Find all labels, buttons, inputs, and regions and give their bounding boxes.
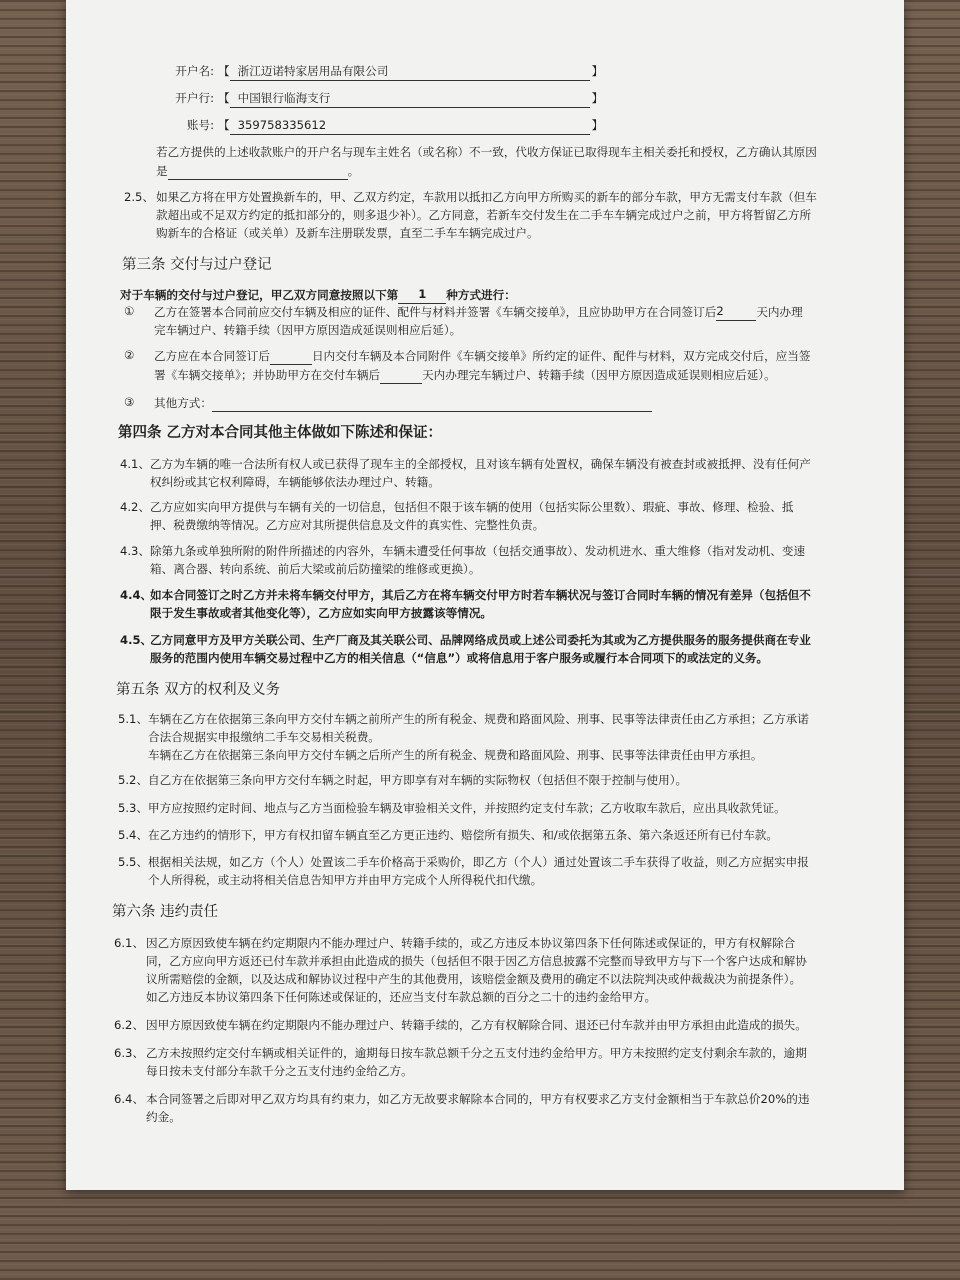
section-3-intro: 对于车辆的交付与过户登记，甲乙双方同意按照以下第 1 种方式进行： [120, 287, 516, 302]
section-3-item-3: ③ 其他方式： [124, 393, 904, 412]
item-number: ③ [124, 395, 135, 409]
account-name-label: 开户名: [175, 64, 214, 78]
account-bank-row [154, 89, 603, 107]
clause-line: 购新车的合格证（或关单）及新车注册联发票，直至二手车车辆完成过户。 [156, 226, 539, 240]
reason-blank [168, 161, 348, 180]
clause-2-5 [124, 188, 904, 242]
account-number-label: 账号: [186, 118, 214, 132]
account-name-row [154, 62, 603, 80]
section-5-item-5: 5.5、 根据相关法规，如乙方（个人）处置该二手车价格高于采购价，即乙方（个人）通过处置该二手车获得了收益，则乙方应据实申报 个人所得税，或主动将相关信息告知甲方并由甲方完成个人所得税代扣代缴。 [118, 855, 809, 887]
section-4-item-5: 4.5、 乙方同意甲方及甲方关联公司、生产厂商及其关联公司、品牌网络成员或上述公司委托为其或为乙方提供服务的服务提供商在专业 服务的范围内使用车辆交易过程中乙方的相关信息（“信息”）或将信息用于客户服务或履行本合同项下的或法定的义务。 [120, 633, 811, 665]
bracket-close: 】 [591, 64, 604, 78]
section-6-title: 第六条 违约责任 [112, 904, 219, 920]
bracket-close: 】 [591, 91, 604, 105]
section-4-title: 第四条 乙方对本合同其他主体做如下陈述和保证： [118, 425, 443, 441]
section-4-item-3: 4.3、 除第九条或单独所附的附件所描述的内容外，车辆未遭受任何事故（包括交通事故）、发动机进水、重大维修（指对发动机、变速 箱、离合器、转向系统、前后大梁或前后防撞梁的维修或更换）。 [120, 544, 806, 576]
transfer-days-blank [380, 365, 422, 384]
section-6-item-3: 6.3、 乙方未按照约定交付车辆或相关证件的，逾期每日按车款总额千分之五支付违约金给甲方。甲方未按照约定支付剩余车款的，逾期 每日按未支付部分车款千分之五支付违约金给乙方。 [114, 1046, 807, 1078]
clause-number: 2.5、 [124, 190, 155, 204]
delivery-days-blank [270, 346, 312, 365]
other-method-blank [212, 393, 652, 412]
section-5-title: 第五条 双方的权利及义务 [116, 682, 281, 698]
bracket-close: 】 [591, 118, 604, 132]
section-6-item-4: 6.4、 本合同签署之后即对甲乙双方均具有约束力，如乙方无故要求解除本合同的，甲方有权要求乙方支付金额相当于车款总价20%的违 约金。 [114, 1092, 810, 1124]
section-5-item-2: 5.2、 自乙方在依据第三条向甲方交付车辆之时起，甲方即享有对车辆的实际物权（包括但不限于控制与使用）。 [118, 773, 688, 787]
item-number: ② [124, 348, 135, 362]
section-5-item-1: 5.1、 车辆在乙方在依据第三条向甲方交付车辆之前所产生的所有税金、规费和路面风险、刑事、民事等法律责任由乙方承担；乙方承诺 合法合规据实申报缴纳二手车交易相关税费。 车辆在乙方在依据第三条向甲方交付车辆之后所产生的所有税金、规费和路面风险、刑事、民事等法律责任由甲方承担。 [118, 712, 809, 762]
section-3-item-2: ② 乙方应在本合同签订后 日内交付车辆及本合同附件《车辆交接单》所约定的证件、配件与材料，双方完成交付后，应当签 署《车辆交接单》；并协助甲方在交付车辆后 天内办理完车辆过户、转籍手续（因甲方原因造成延误则相应后延）。 [124, 348, 811, 382]
account-bank-label: 开户行: [175, 91, 214, 105]
bracket-open: 【 [218, 64, 230, 78]
section-3-title: 第三条 交付与过户登记 [122, 257, 272, 273]
method-blank: 1 [398, 285, 446, 304]
clause-line: 如果乙方将在甲方处置换新车的，甲、乙双方约定，车款用以抵扣乙方向甲方所购买的新车的部分车款，甲方无需支付车款（但车 [156, 190, 817, 204]
account-name-value: 浙江迈诺特家居用品有限公司 [230, 62, 590, 81]
section-6-item-2: 6.2、 因甲方原因致使车辆在约定期限内不能办理过户、转籍手续的，乙方有权解除合同、退还已付车款并由甲方承担由此造成的损失。 [114, 1018, 807, 1032]
section-6-item-1: 6.1、 因乙方原因致使车辆在约定期限内不能办理过户、转籍手续的，或乙方违反本协议第四条下任何陈述或保证的，甲方有权解除合 同，乙方应向甲方返还已付车款并承担由此造成的损失（包括但不限于因乙方信息披露不完整而导致甲方与下一个客户达成和解协 议所需赔偿的金额，以及达成和解协议过程中产生的其他费用，该赔偿金额及费用的确定不以法院判决或仲裁裁决为前提条件）。 如乙方违反本协议第四条下任何陈述或保证的，还应当支付车款总额的百分之二十的违约金给甲方。 [114, 936, 807, 1004]
days-blank: 2 [716, 302, 756, 321]
account-bank-value: 中国银行临海支行 [230, 89, 590, 108]
section-4-item-2: 4.2、 乙方应如实向甲方提供与车辆有关的一切信息，包括但不限于该车辆的使用（包括实际公里数）、瑕疵、事故、修理、检验、抵 押、税费缴纳等情况。乙方应对其所提供信息及文件的真实性、完整性负责。 [120, 500, 794, 532]
account-number-value: 359758335612 [230, 116, 590, 135]
clause-line: 款超出或不足双方约定的抵扣部分的，则多退少补）。乙方同意，若新车交付发生在二手车车辆完成过户之前，甲方将暂留乙方所 [156, 208, 812, 222]
section-5-item-3: 5.3、 甲方应按照约定时间、地点与乙方当面检验车辆及审验相关文件，并按照约定支付车款；乙方收取车款后，应出具收款凭证。 [118, 801, 786, 815]
bracket-open: 【 [218, 91, 230, 105]
account-note-line2: 是 。 [156, 161, 896, 180]
item-line: 完车辆过户、转籍手续（因甲方原因造成延误则相应后延）。 [154, 323, 462, 337]
account-note [156, 143, 896, 180]
section-4-item-4: 4.4、 如本合同签订之时乙方并未将车辆交付甲方，其后乙方在将车辆交付甲方时若车辆状况与签订合同时车辆的情况有差异（包括但不 限于发生事故或者其他变化等），乙方应如实向甲方披露该等情况。 [120, 588, 811, 620]
section-5-item-4: 5.4、 在乙方违约的情形下，甲方有权扣留车辆直至乙方更正违约、赔偿所有损失、和/或依据第五条、第六条返还所有已付车款。 [118, 828, 778, 842]
section-4-item-1: 4.1、 乙方为车辆的唯一合法所有权人或已获得了现车主的全部授权，且对该车辆有处置权，确保车辆没有被查封或被抵押、没有任何产 权纠纷或其它权利障碍，车辆能够依法办理过户、转籍。 [120, 457, 811, 489]
section-3-item-1: ① 乙方在签署本合同前应交付车辆及相应的证件、配件与材料并签署《车辆交接单》，且应协助甲方在合同签订后2 天内办理 完车辆过户、转籍手续（因甲方原因造成延误则相应后延）。 [124, 302, 904, 339]
bracket-open: 【 [218, 118, 230, 132]
contract-page [66, 0, 904, 1190]
account-number-row [154, 116, 603, 134]
account-note-line1: 若乙方提供的上述收款账户的开户名与现车主姓名（或名称）不一致，代收方保证已取得现车主相关委托和授权，乙方确认其原因 [156, 145, 817, 159]
item-number: ① [124, 304, 135, 318]
